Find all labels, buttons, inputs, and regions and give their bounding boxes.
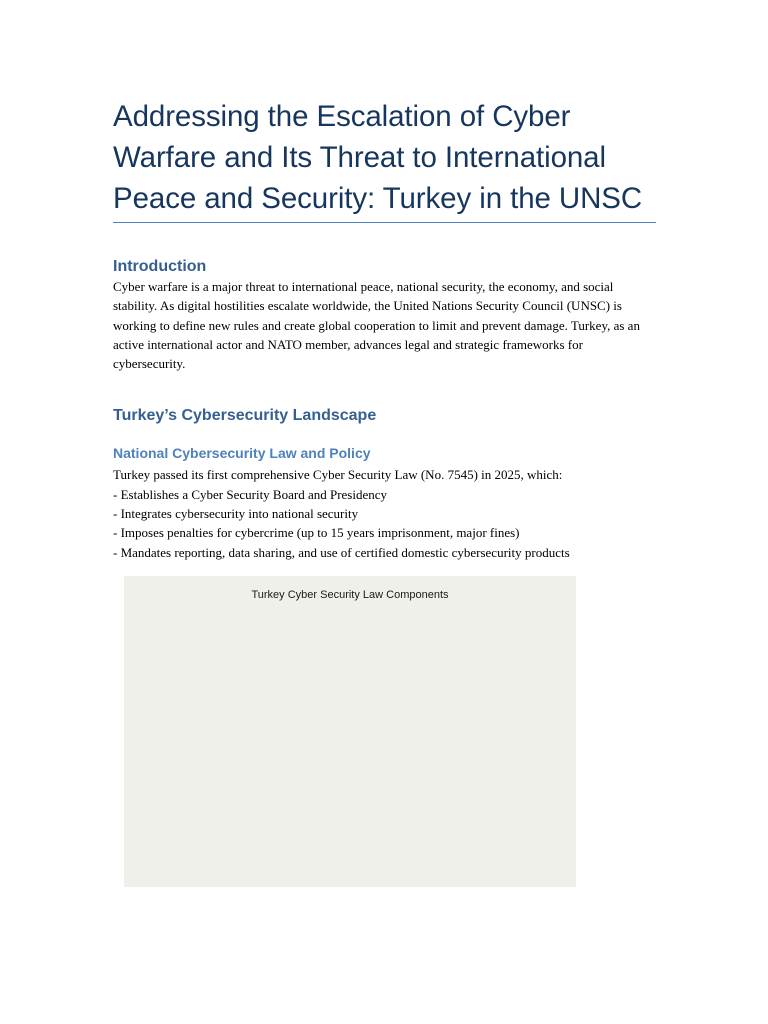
law-intro-text: Turkey passed its first comprehensive Cyber Security Law (No. 7545) in 2025, which: [113,467,563,483]
document-title: Addressing the Escalation of Cyber Warfare and Its Threat to International Peace and Security: Turkey in the UNSC [113,100,643,215]
introduction-heading: Introduction [113,258,207,275]
introduction-body: Cyber warfare is a major threat to international peace, national security, the economy, and social stability. As digital hostilities escalate worldwide, the United Nations Security Council (UNSC) is working to define new rules and create global cooperation to limit and prevent damage. Turkey, as an active international actor and NATO member, advances legal and strategic frameworks for cybersecurity. [113,279,640,372]
landscape-heading: Turkey’s Cybersecurity Landscape [113,407,377,425]
list-item: - Establishes a Cyber Security Board and Presidency [113,486,388,502]
law-provisions-list [113,485,656,562]
list-item: - Integrates cybersecurity into national security [113,506,359,522]
title-divider [113,222,656,223]
law-policy-heading: National Cybersecurity Law and Policy [113,445,371,462]
document-page [113,96,656,562]
list-item: - Mandates reporting, data sharing, and use of certified domestic cybersecurity products [113,544,570,560]
list-item: - Imposes penalties for cybercrime (up to 15 years imprisonment, major fines) [113,525,520,541]
figure-chart-area [124,576,576,887]
figure-title: Turkey Cyber Security Law Components [251,589,449,601]
